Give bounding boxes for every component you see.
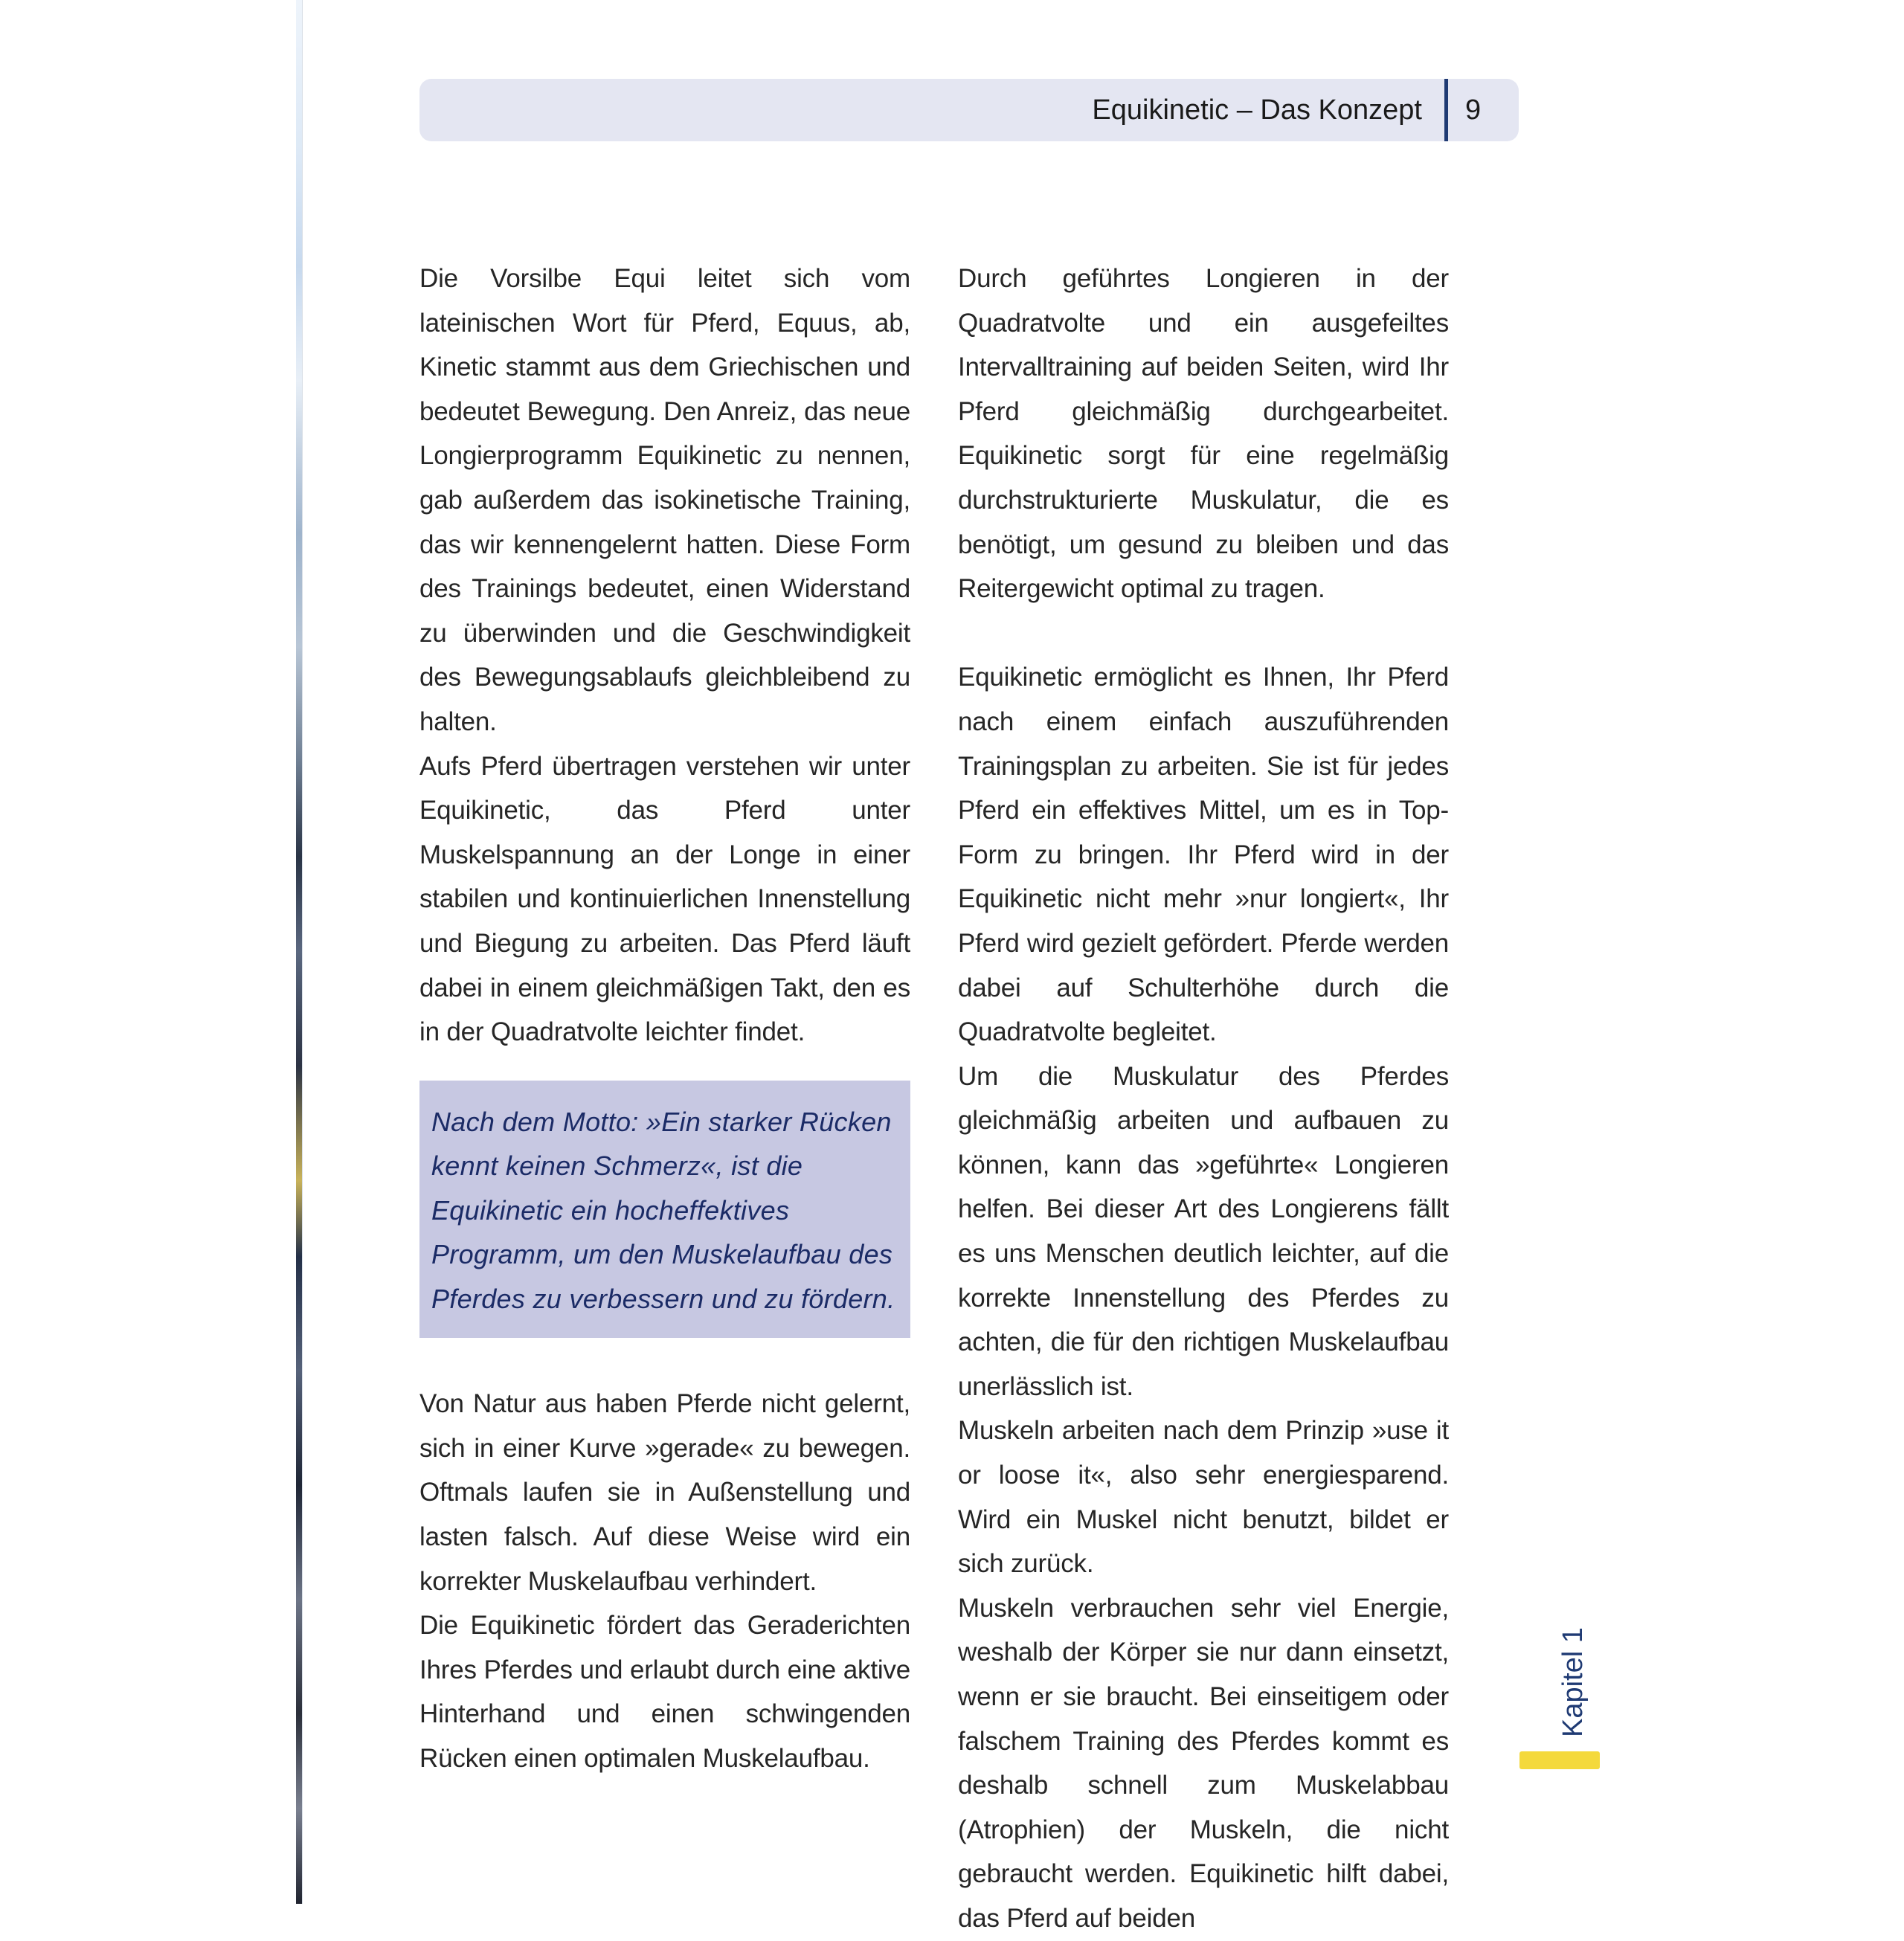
paragraph: Aufs Pferd übertragen verstehen wir unter Equikinetic, das Pferd unter Muskelspannung an der Longe in einer stabilen und kontinuierlichen Innenstellung und Biegung zu arbeiten. Das Pferd läuft dabei in einem gleichmäßigen Takt, den es in der Quadratvolte leichter findet. <box>419 751 910 1047</box>
paragraph: Equikinetic ermöglicht es Ihnen, Ihr Pferd nach einem einfach auszuführenden Trainingsplan zu arbeiten. Sie ist für jedes Pferd ein effektives Mittel, um es in Top-Form zu bringen. Ihr Pferd wird in der Equikinetic nicht mehr »nur longiert«, Ihr Pferd wird gezielt gefördert. Pferde werden dabei auf Schulterhöhe durch die Quadratvolte begleitet. <box>958 663 1449 1047</box>
paragraph: Um die Muskulatur des Pferdes gleichmäßig arbeiten und aufbauen zu können, kann das »geführte« Longieren helfen. Bei dieser Art des Longierens fällt es uns Menschen deutlich leichter, auf die korrekte Innenstellung des Pferdes zu achten, die für den richtigen Muskelaufbau unerlässlich ist. <box>958 1061 1449 1401</box>
header-divider <box>1444 79 1448 141</box>
paragraph: Von Natur aus haben Pferde nicht gelernt, sich in einer Kurve »gerade« zu bewegen. Oftmals laufen sie in Außenstellung und lasten falsch. Auf diese Weise wird ein korrekter Muskelaufbau verhindert. <box>419 1389 910 1596</box>
paragraph: Die Vorsilbe Equi leitet sich vom lateinischen Wort für Pferd, Equus, ab, Kinetic stammt aus dem Griechischen und bedeutet Bewegung. Den Anreiz, das neue Longierprogramm Equikinetic zu nennen, gab außerdem das isokinetische Training, das wir kennengelernt hatten. Diese Form des Trainings bedeutet, einen Widerstand zu überwinden und die Geschwindigkeit des Bewegungsablaufs gleichbleibend zu halten. <box>419 264 910 736</box>
running-header <box>419 79 1519 141</box>
paragraph: Durch geführtes Longieren in der Quadratvolte und ein ausgefeiltes Intervalltraining auf beiden Seiten, wird Ihr Pferd gleichmäßig durchgearbeitet. Equikinetic sorgt für eine regelmäßig durchstrukturierte Muskulatur, die es benötigt, um gesund zu bleiben und das Reitergewicht optimal zu tragen. <box>958 264 1449 604</box>
paragraph: Muskeln arbeiten nach dem Prinzip »use it or loose it«, also sehr energiesparend. Wird ein Muskel nicht benutzt, bildet er sich zurück. <box>958 1416 1449 1579</box>
paragraph: Muskeln verbrauchen sehr viel Energie, weshalb der Körper sie nur dann einsetzt, wenn er sie braucht. Bei einseitigem oder falschem Training des Pferdes kommt es deshalb schnell zum Muskelabbau (Atrophien) der Muskeln, die nicht gebraucht werden. Equikinetic hilft dabei, das Pferd auf beiden <box>958 1593 1449 1933</box>
paragraph: Die Equikinetic fördert das Geraderichten Ihres Pferdes und erlaubt durch eine aktive Hinterhand und einen schwingenden Rücken einen optimalen Muskelaufbau. <box>419 1611 910 1773</box>
highlight-quote-box <box>419 1081 910 1338</box>
chapter-title: Equikinetic – Das Konzept <box>1092 94 1422 126</box>
spacer <box>419 1338 910 1382</box>
book-spine-edge <box>296 0 302 1904</box>
page-gutter-line <box>302 0 303 1904</box>
chapter-tab-marker <box>1519 1751 1600 1769</box>
left-text-column <box>419 257 910 1781</box>
spacer <box>958 611 1449 656</box>
page-number: 9 <box>1465 94 1482 126</box>
chapter-tab-label: Kapitel 1 <box>1557 1627 1589 1737</box>
right-text-column <box>958 257 1449 1941</box>
quote-text: Nach dem Motto: »Ein starker Rücken kennt keinen Schmerz«, ist die Equikinetic ein hocheffektives Programm, um den Muskelaufbau des Pferdes zu verbessern und zu fördern. <box>431 1106 895 1315</box>
